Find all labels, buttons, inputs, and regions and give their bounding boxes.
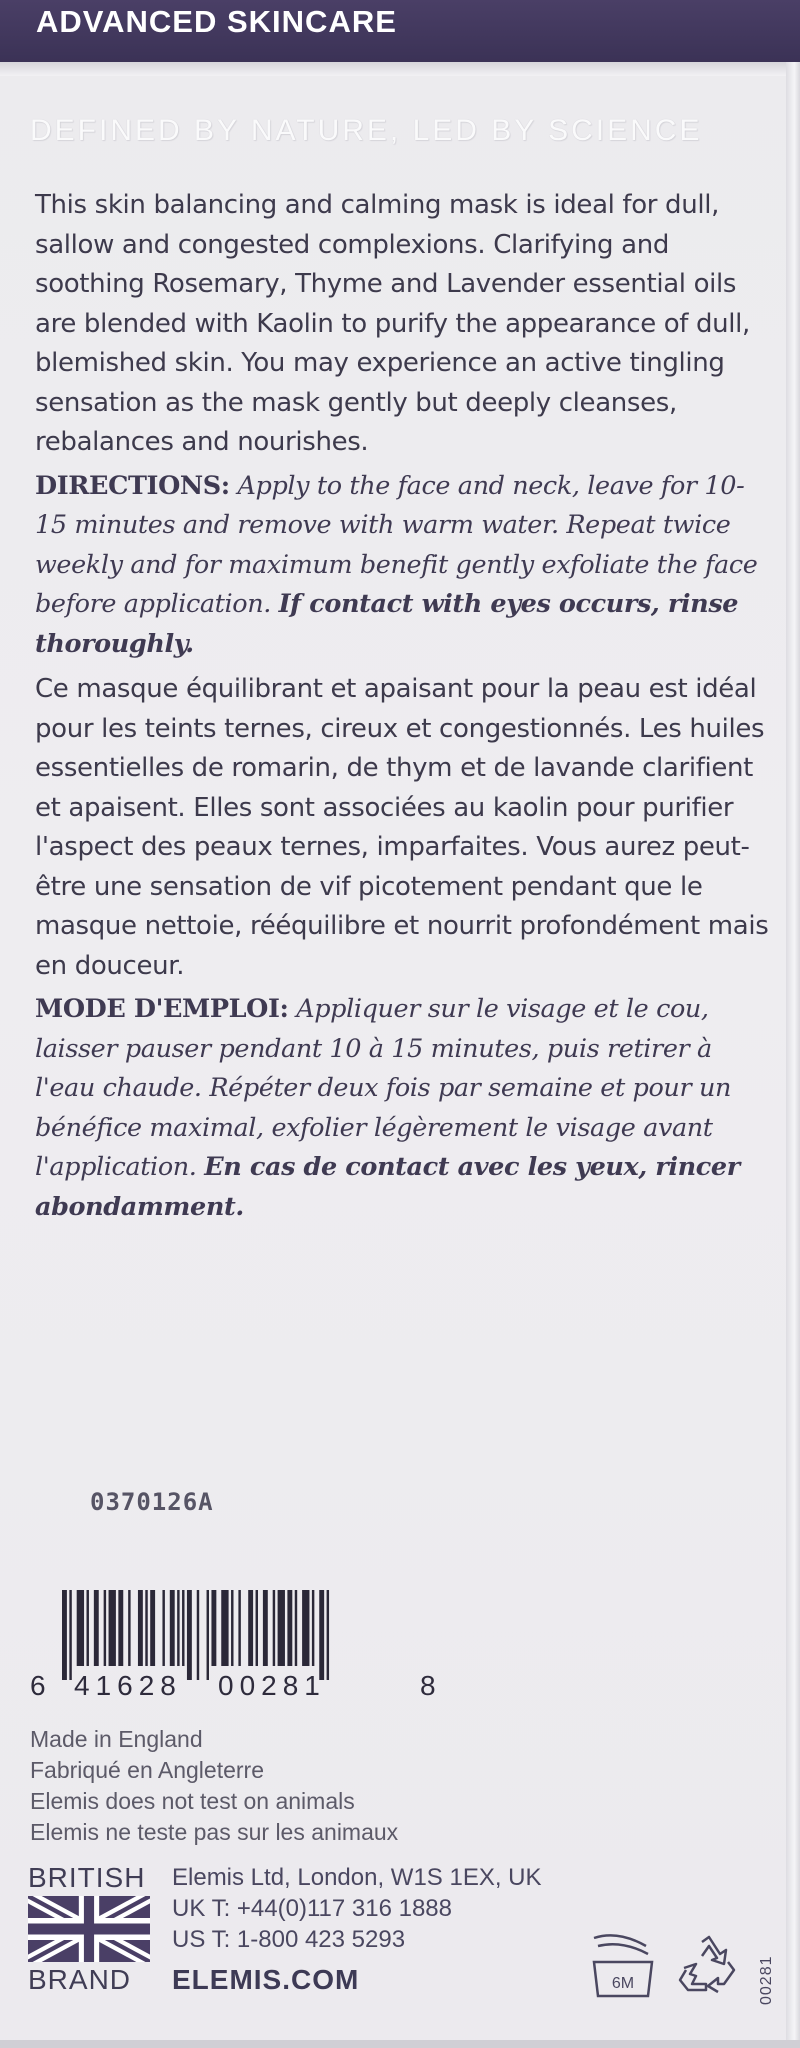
barcode-bar bbox=[87, 1590, 89, 1666]
barcode-digits-left: 41628 bbox=[74, 1670, 182, 1701]
animal-testing-line: Elemis ne teste pas sur les animaux bbox=[30, 1819, 399, 1845]
barcode-bar bbox=[138, 1590, 143, 1666]
barcode-bar bbox=[295, 1590, 297, 1666]
barcode-bar bbox=[62, 1590, 67, 1680]
barcode-bar bbox=[221, 1590, 228, 1666]
right-fold-edge bbox=[786, 62, 800, 2048]
barcode-bar bbox=[248, 1590, 253, 1666]
barcode-bar bbox=[150, 1590, 155, 1666]
french-description: Ce masque équilibrant et apaisant pour la peau est idéal pour les teints ternes, cireux et congestionnés. Les huiles essentielles de romarin, de thym et de lavande clarifient et apaisent. Elles sont associées au kaolin pour purifier l'aspect des peaux ternes, imparfaites. Vous aurez peut-être une sensation de vif picotement pendant que le masque nettoie, rééquilibre et nourrit profondément mais en douceur. bbox=[35, 674, 769, 981]
barcode-bar bbox=[312, 1590, 314, 1666]
barcode-bar bbox=[118, 1590, 123, 1666]
company-address: Elemis Ltd, London, W1S 1EX, UK bbox=[172, 1864, 542, 1891]
british-brand-top: BRITISH bbox=[28, 1862, 146, 1893]
fold-edge bbox=[0, 62, 800, 76]
barcode-digit-lead: 6 bbox=[30, 1670, 48, 1701]
barcode-bar bbox=[273, 1590, 275, 1666]
top-band bbox=[0, 0, 800, 62]
batch-code: 0370126A bbox=[90, 1488, 214, 1516]
barcode-bar bbox=[182, 1590, 184, 1666]
bottom-edge bbox=[0, 2040, 800, 2048]
uk-phone: UK T: +44(0)117 316 1888 bbox=[172, 1895, 452, 1922]
barcode-bar bbox=[278, 1590, 285, 1666]
barcode bbox=[62, 1590, 402, 1680]
barcode-bar bbox=[238, 1590, 240, 1666]
british-brand-bottom: BRAND bbox=[28, 1964, 132, 1995]
english-description: This skin balancing and calming mask is ideal for dull, sallow and congested complexions. Clarifying and soothing Rosemary, Thyme and Lavender essential oils are blended with Kaolin to purify the appearance of dull, blemished skin. You may experience an active tingling sensation as the mask gently but deeply cleanses, rebalances and nourishes. bbox=[35, 190, 750, 457]
directions-label: DIRECTIONS: bbox=[35, 470, 230, 501]
origin-line: Fabriqué en Angleterre bbox=[30, 1757, 264, 1783]
animal-testing-line: Elemis does not test on animals bbox=[30, 1788, 355, 1814]
barcode-bar bbox=[231, 1590, 233, 1666]
eye-warning-fr: En cas de contact avec les yeux, rincer abondamment. bbox=[35, 1152, 740, 1222]
barcode-digits-right: 00281 bbox=[218, 1670, 326, 1701]
us-phone: US T: 1-800 423 5293 bbox=[172, 1926, 406, 1953]
vertical-product-code: 00281 bbox=[758, 1955, 775, 2005]
barcode-bar bbox=[207, 1590, 209, 1680]
directions-text: Apply to the face and neck, leave for 10-15 minutes and remove with warm water. Repeat twice weekly and for maximum benefit gently exfoliate the face before application. bbox=[35, 470, 758, 619]
website-link: ELEMIS.COM bbox=[172, 1964, 360, 1995]
brand-line: ADVANCED SKINCARE bbox=[36, 4, 397, 39]
recycle-icon bbox=[676, 1934, 742, 1996]
open-jar-icon bbox=[588, 1932, 658, 2000]
barcode-bar bbox=[211, 1590, 216, 1666]
english-directions bbox=[35, 467, 775, 665]
eye-warning: If contact with eyes occurs, rinse thoroughly. bbox=[35, 589, 739, 659]
barcode-digit-tail: 8 bbox=[420, 1670, 438, 1701]
barcode-bar bbox=[128, 1590, 130, 1666]
barcode-bar bbox=[263, 1590, 268, 1666]
pao-label: 6M bbox=[611, 1975, 635, 1992]
embossed-tagline: DEFINED BY NATURE, LED BY SCIENCE bbox=[30, 114, 703, 147]
barcode-bar bbox=[145, 1590, 147, 1666]
french-directions bbox=[35, 990, 775, 1227]
barcode-bar bbox=[302, 1590, 309, 1666]
mode-emploi-label: MODE D'EMPLOI: bbox=[35, 994, 289, 1024]
barcode-bar bbox=[197, 1590, 199, 1680]
barcode-bar bbox=[109, 1590, 116, 1666]
barcode-bar bbox=[94, 1590, 99, 1666]
origin-statements bbox=[30, 1724, 398, 1848]
origin-line: Made in England bbox=[30, 1726, 203, 1752]
barcode-bar bbox=[162, 1590, 164, 1666]
barcode-bar bbox=[327, 1590, 329, 1680]
product-copy bbox=[35, 186, 775, 1227]
barcode-bar bbox=[69, 1590, 71, 1680]
company-details bbox=[172, 1862, 542, 1955]
barcode-bar bbox=[287, 1590, 292, 1666]
barcode-bar bbox=[104, 1590, 106, 1666]
barcode-bar bbox=[170, 1590, 175, 1666]
barcode-bar bbox=[77, 1590, 84, 1666]
barcode-bar bbox=[319, 1590, 324, 1680]
barcode-bar bbox=[187, 1590, 192, 1680]
barcode-bar bbox=[177, 1590, 179, 1666]
barcode-bar bbox=[256, 1590, 258, 1666]
union-jack-icon bbox=[28, 1896, 150, 1962]
mode-emploi-text: Appliquer sur le visage et le cou, laisser pauser pendant 10 à 15 minutes, puis retirer à l'eau chaude. Répéter deux fois par semaine et pour un bénéfice maximal, exfolier légèrement le visage avant l'application. bbox=[35, 994, 731, 1182]
